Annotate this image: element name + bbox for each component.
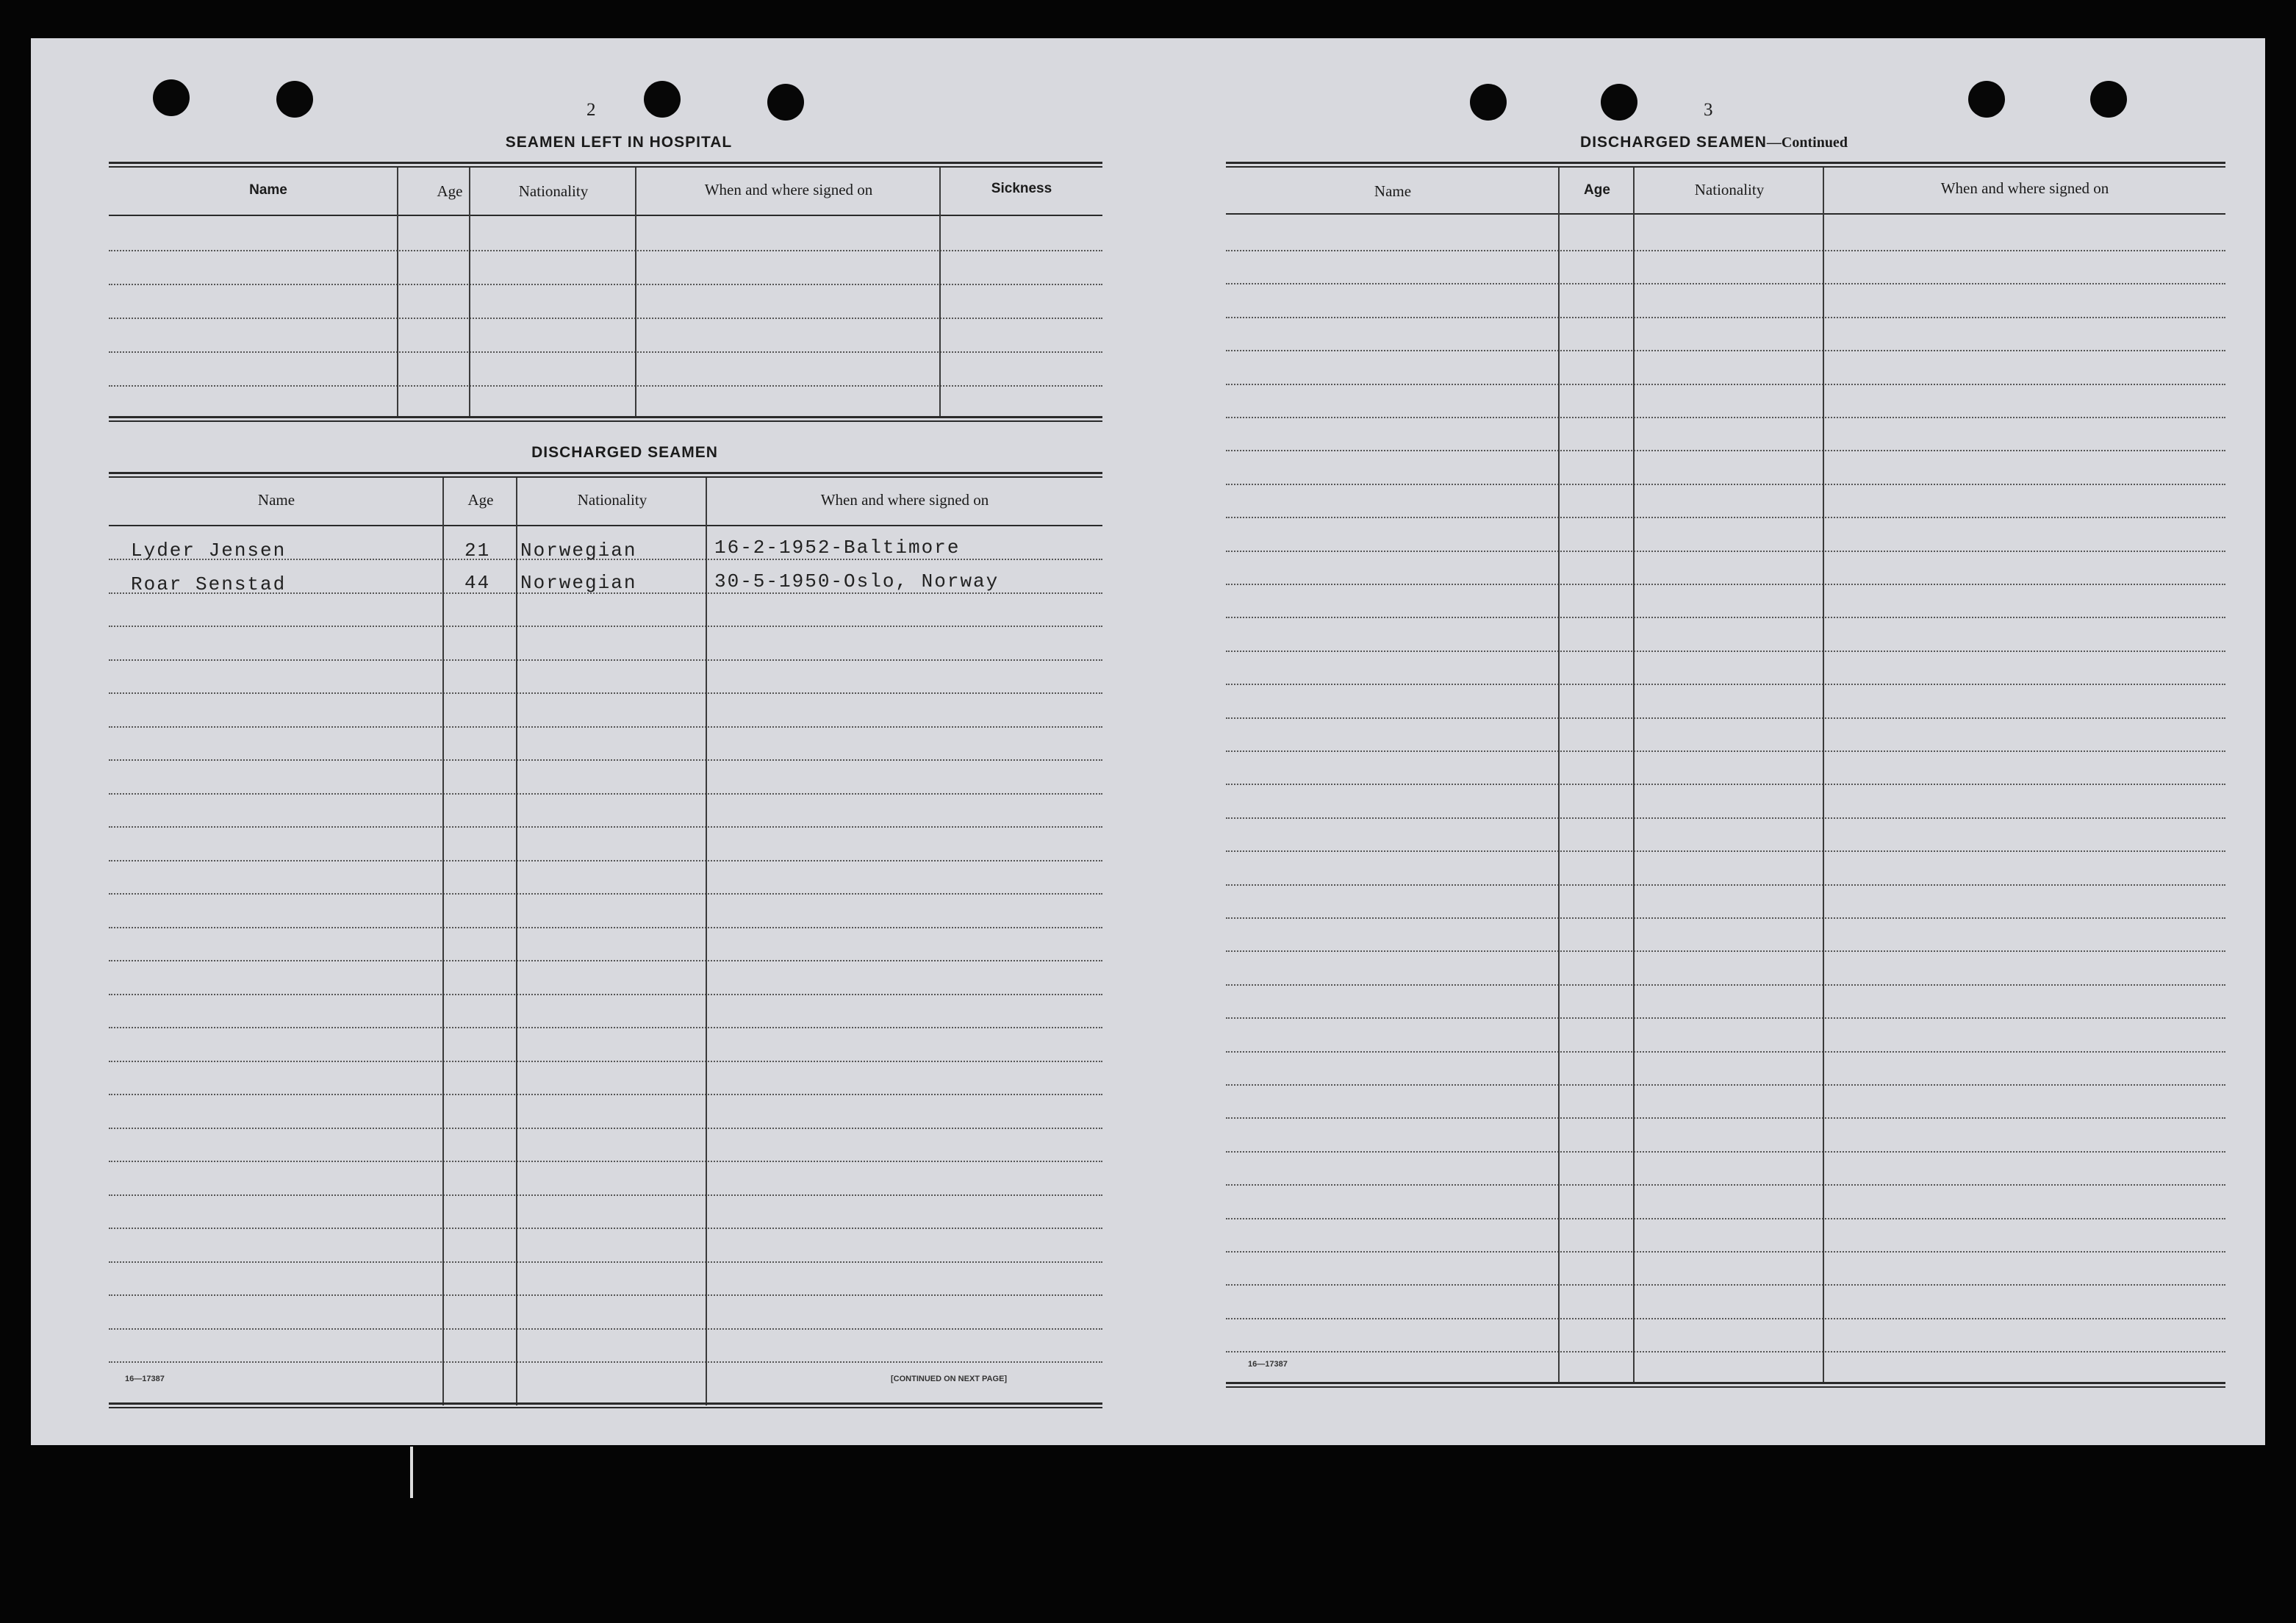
ruled-line [1226, 750, 2225, 752]
hospital-col-divider [939, 168, 941, 416]
ruled-line [1226, 450, 2225, 451]
ruled-line [109, 1294, 1102, 1296]
ruled-line [109, 1027, 1102, 1028]
ruled-line [109, 994, 1102, 995]
seaman-nationality: Norwegian [520, 572, 637, 594]
ruled-line [1226, 1017, 2225, 1019]
hospital-col-divider [469, 168, 470, 416]
hospital-header-nationality: Nationality [518, 182, 589, 200]
ruled-line [109, 659, 1102, 661]
discharged-col-divider [706, 478, 707, 1405]
punch-hole [2090, 81, 2127, 118]
ruled-line [109, 351, 1102, 353]
discharged-header-rule [109, 525, 1102, 526]
discharged-continued-title [1471, 134, 1956, 151]
right-header-name: Name [1374, 182, 1412, 200]
page-number-left: 2 [586, 100, 596, 120]
ruled-line [1226, 1284, 2225, 1286]
ruled-line [109, 1328, 1102, 1330]
form-number-left: 16—17387 [125, 1375, 165, 1383]
ruled-line [1226, 250, 2225, 251]
discharged-bottom-rule [109, 1402, 1102, 1408]
ruled-line [1226, 1184, 2225, 1186]
ruled-line [109, 385, 1102, 387]
hospital-header-signed-on: When and where signed on [704, 181, 873, 198]
ruled-line [1226, 551, 2225, 552]
ruled-line [1226, 1218, 2225, 1219]
ruled-line [1226, 350, 2225, 351]
form-sheet [31, 38, 2265, 1445]
hospital-bottom-rule [109, 416, 1102, 422]
ruled-line [1226, 417, 2225, 418]
hospital-header-sickness: Sickness [991, 181, 1052, 196]
hospital-section-title: SEAMEN LEFT IN HOSPITAL [505, 134, 733, 151]
discharged-header-name: Name [257, 491, 295, 509]
hospital-col-divider [397, 168, 398, 416]
right-header-nationality: Nationality [1694, 181, 1765, 198]
ruled-line [109, 1261, 1102, 1263]
scan-edge-mark [410, 1447, 413, 1498]
punch-hole [644, 81, 681, 118]
ruled-line [109, 1228, 1102, 1229]
continued-note: [CONTINUED ON NEXT PAGE] [891, 1375, 1008, 1383]
punch-hole [1601, 84, 1637, 121]
ruled-line [109, 927, 1102, 928]
right-col-divider [1558, 168, 1560, 1383]
discharged-top-rule [109, 472, 1102, 478]
title-main: DISCHARGED SEAMEN [1580, 134, 1767, 151]
ruled-line [109, 626, 1102, 627]
page-number-right: 3 [1704, 100, 1713, 120]
ruled-line [1226, 651, 2225, 652]
punch-hole [276, 81, 313, 118]
ruled-line [1226, 584, 2225, 585]
ruled-line [109, 318, 1102, 319]
seaman-nationality: Norwegian [520, 540, 637, 562]
right-col-divider [1823, 168, 1824, 1383]
right-header-rule [1226, 213, 2225, 215]
discharged-header-signed-on: When and where signed on [820, 491, 989, 509]
ruled-line [109, 692, 1102, 694]
right-header-age: Age [1584, 182, 1610, 198]
right-col-divider [1633, 168, 1635, 1383]
seaman-age: 44 [464, 572, 491, 594]
discharged-header-nationality: Nationality [577, 491, 647, 509]
discharged-section-title: DISCHARGED SEAMEN [531, 444, 718, 461]
ruled-line [1226, 984, 2225, 986]
discharged-header-age: Age [467, 491, 494, 509]
hospital-col-divider [635, 168, 636, 416]
ruled-line [1226, 283, 2225, 284]
discharged-col-divider [516, 478, 517, 1405]
right-top-rule [1226, 162, 2225, 168]
ruled-line [109, 250, 1102, 251]
ruled-line [1226, 884, 2225, 886]
punch-hole [1968, 81, 2005, 118]
ruled-line [109, 1161, 1102, 1162]
hospital-top-rule [109, 162, 1102, 168]
hospital-header-age: Age [437, 182, 463, 200]
ruled-line [109, 793, 1102, 795]
punch-hole [767, 84, 804, 121]
ruled-line [1226, 384, 2225, 385]
seaman-name: Lyder Jensen [131, 540, 287, 562]
ruled-line [109, 960, 1102, 961]
punch-hole [1470, 84, 1507, 121]
ruled-line [1226, 1251, 2225, 1253]
ruled-line [1226, 517, 2225, 518]
ruled-line [1226, 684, 2225, 685]
seaman-signed-on: 30-5-1950-Oslo, Norway [714, 570, 1000, 592]
ruled-line [109, 860, 1102, 861]
right-bottom-rule [1226, 1382, 2225, 1388]
ruled-line [109, 1194, 1102, 1196]
ruled-line [109, 893, 1102, 895]
seaman-name: Roar Senstad [131, 573, 287, 595]
ruled-line [109, 759, 1102, 761]
ruled-line [109, 1128, 1102, 1129]
ruled-line [1226, 1117, 2225, 1119]
ruled-line [1226, 317, 2225, 318]
ruled-line [1226, 850, 2225, 852]
ruled-line [1226, 617, 2225, 618]
ruled-line [109, 726, 1102, 728]
right-header-signed-on: When and where signed on [1940, 179, 2109, 197]
ruled-line [1226, 1318, 2225, 1319]
hospital-header-rule [109, 215, 1102, 216]
ruled-line [1226, 950, 2225, 952]
discharged-col-divider [442, 478, 444, 1405]
ruled-line [1226, 784, 2225, 785]
form-number-right: 16—17387 [1248, 1360, 1288, 1369]
ruled-line [109, 826, 1102, 828]
ruled-line [1226, 1051, 2225, 1053]
ruled-line [1226, 484, 2225, 485]
seaman-age: 21 [464, 540, 491, 562]
punch-hole [153, 79, 190, 116]
ruled-line [1226, 1351, 2225, 1352]
ruled-line [109, 284, 1102, 285]
ruled-line [1226, 1151, 2225, 1153]
ruled-line [109, 1061, 1102, 1062]
hospital-header-name: Name [249, 182, 287, 198]
ruled-line [1226, 717, 2225, 719]
ruled-line [109, 1094, 1102, 1095]
title-suffix: —Continued [1766, 135, 1848, 151]
ruled-line [1226, 1084, 2225, 1086]
ruled-line [1226, 817, 2225, 819]
ruled-line [1226, 917, 2225, 919]
seaman-signed-on: 16-2-1952-Baltimore [714, 537, 961, 559]
ruled-line [109, 1361, 1102, 1363]
